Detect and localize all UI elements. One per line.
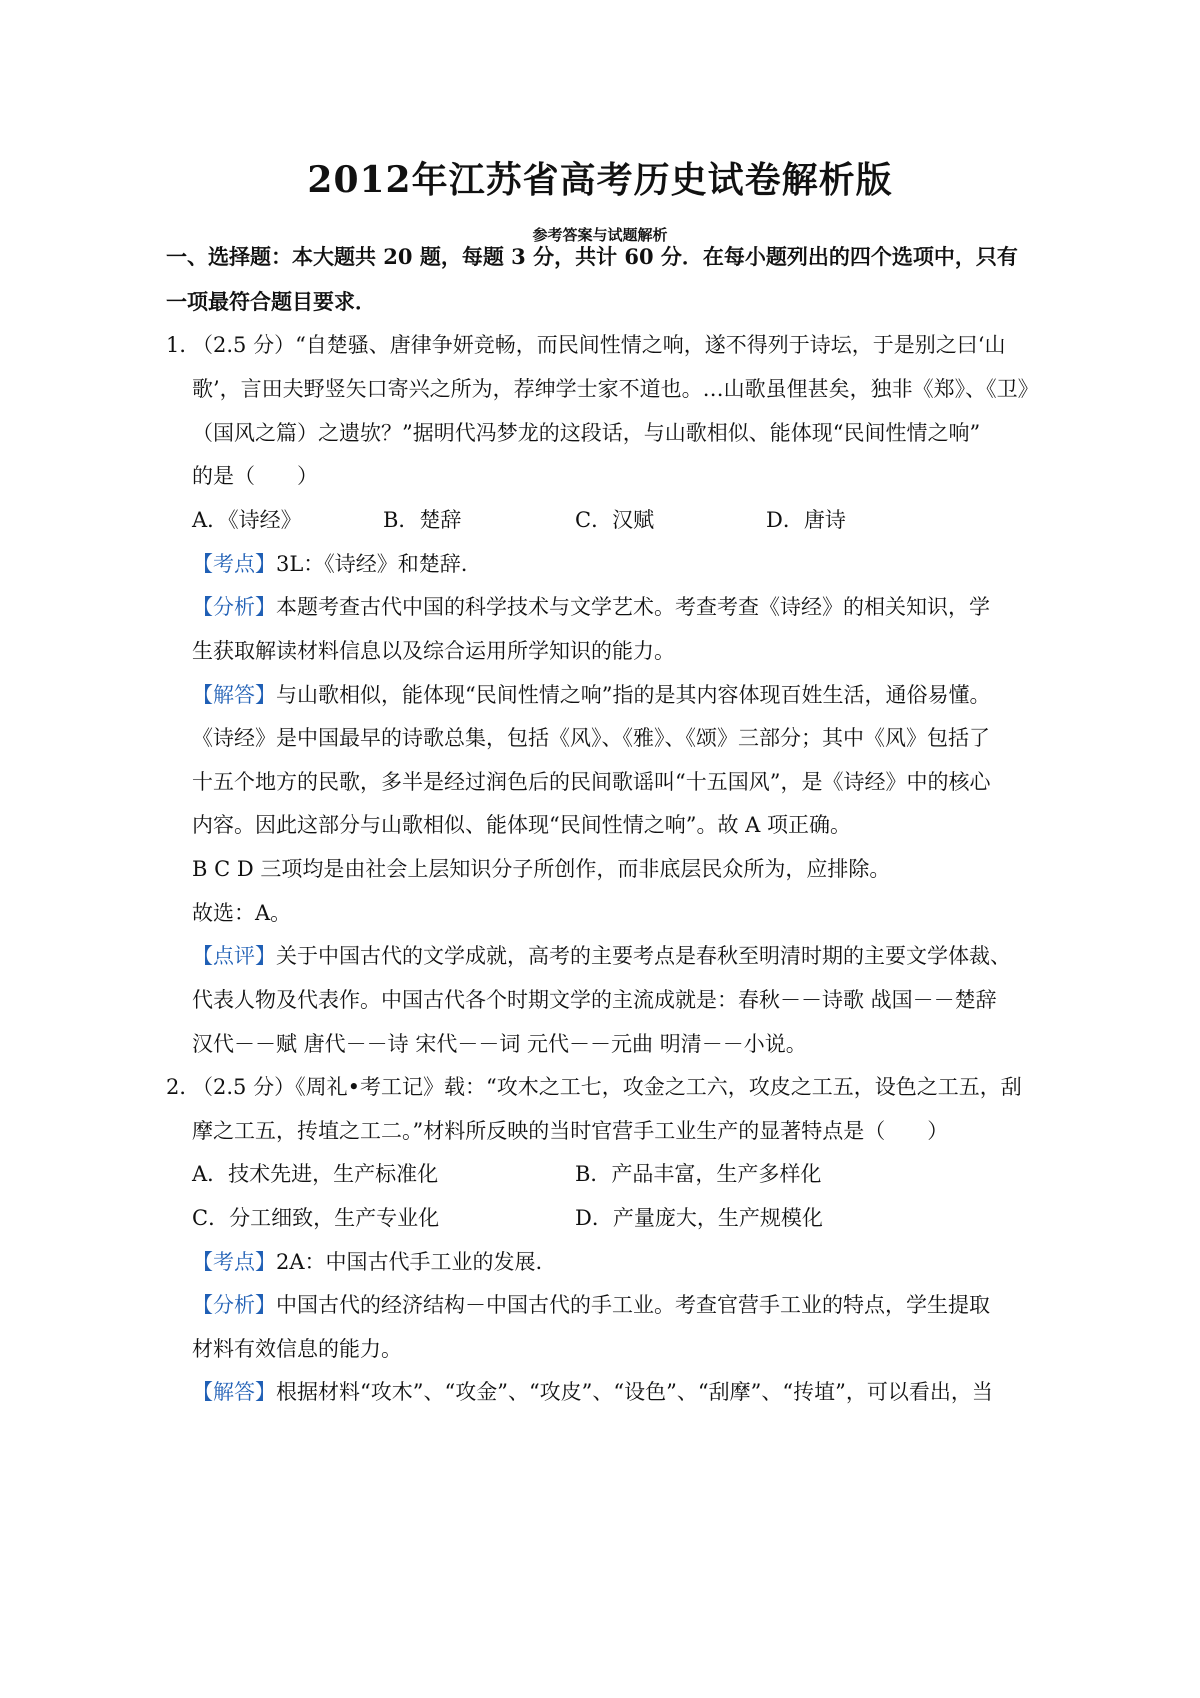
question-2-jieda <box>192 1377 993 1407</box>
question-1-stem-line: 的是（ ） <box>192 464 318 488</box>
question-2-option-c: C．分工细致，生产专业化 <box>192 1206 440 1230</box>
question-2-stem-line: 摩之工五，抟埴之工二。”材料所反映的当时官营手工业生产的显著特点是（ ） <box>192 1119 949 1143</box>
jieda-text: 根据材料“攻木”、“攻金”、“攻皮”、“设色”、“刮摩”、“抟埴”，可以看出，当 <box>276 1380 993 1404</box>
question-2-number: 2． <box>166 1075 201 1099</box>
kaodian-tag: 【考点】 <box>192 1250 276 1274</box>
dianping-text: 关于中国古代的文学成就，高考的主要考点是春秋至明清时期的主要文学体裁、 <box>276 944 1011 968</box>
kaodian-tag: 【考点】 <box>192 552 276 576</box>
jieda-tag: 【解答】 <box>192 683 276 707</box>
fenxi-text: 中国古代的经济结构－中国古代的手工业。考查官营手工业的特点，学生提取 <box>276 1293 990 1317</box>
question-2-kaodian <box>192 1247 542 1277</box>
question-1-stem-line: （2.5 分）“自楚骚、唐律争妍竞畅，而民间性情之响，遂不得列于诗坛，于是别之曰‘山 <box>192 333 1006 357</box>
kaodian-text: 2A：中国古代手工业的发展. <box>276 1250 543 1274</box>
question-2-fenxi <box>192 1290 990 1320</box>
page-subtitle: 参考答案与试题解析 <box>532 226 668 244</box>
question-1-jieda-line: 内容。因此这部分与山歌相似、能体现“民间性情之响”。故 A 项正确。 <box>192 813 851 837</box>
jieda-tag: 【解答】 <box>192 1380 276 1404</box>
fenxi-tag: 【分析】 <box>192 595 276 619</box>
question-2-stem-line: （2.5 分）《周礼•考工记》载：“攻木之工七，攻金之工六，攻皮之工五，设色之工五，刮 <box>192 1075 1022 1099</box>
question-1-option-b: B．楚辞 <box>383 508 462 532</box>
question-1-stem-line: （国风之篇）之遗欤？”据明代冯梦龙的这段话，与山歌相似、能体现“民间性情之响” <box>192 421 981 445</box>
question-1-option-c: C．汉赋 <box>575 508 655 532</box>
question-2-option-b: B．产品丰富，生产多样化 <box>575 1162 822 1186</box>
question-1-jieda-line: B C D 三项均是由社会上层知识分子所创作，而非底层民众所为，应排除。 <box>192 857 891 881</box>
section-heading-line-2: 一项最符合题目要求． <box>166 289 376 314</box>
kaodian-text: 3L：《诗经》和楚辞. <box>276 552 468 576</box>
section-heading-line-1: 一、选择题：本大题共 20 题，每题 3 分，共计 60 分．在每小题列出的四个选项中，只有 <box>166 244 1018 269</box>
question-1-dianping-line: 代表人物及代表作。中国古代各个时期文学的主流成就是：春秋－－诗歌 战国－－楚辞 <box>192 988 997 1012</box>
question-1-option-d: D．唐诗 <box>766 508 846 532</box>
question-1-fenxi <box>192 592 990 622</box>
question-1-jieda-line: 十五个地方的民歌，多半是经过润色后的民间歌谣叫“十五国风”，是《诗经》中的核心 <box>192 770 991 794</box>
page-title: 2012年江苏省高考历史试卷解析版 <box>307 159 893 201</box>
fenxi-tag: 【分析】 <box>192 1293 276 1317</box>
question-1-option-a: A．《诗经》 <box>192 508 302 532</box>
question-1-number: 1． <box>166 333 201 357</box>
question-1-fenxi-line: 生获取解读材料信息以及综合运用所学知识的能力。 <box>192 639 675 663</box>
question-2-fenxi-line: 材料有效信息的能力。 <box>192 1337 402 1361</box>
question-1-jieda <box>192 680 990 710</box>
question-1-jieda-line: 《诗经》是中国最早的诗歌总集，包括《风》、《雅》、《颂》三部分；其中《风》包括了 <box>192 726 990 750</box>
question-1-dianping <box>192 941 1011 971</box>
question-1-stem-line: 歌’，言田夫野竖矢口寄兴之所为，荐绅学士家不道也。…山歌虽俚甚矣，独非《郑》、《卫》 <box>192 377 1039 401</box>
question-1-kaodian <box>192 549 467 579</box>
question-1-jieda-line: 故选：A。 <box>192 901 292 925</box>
question-2-option-d: D．产量庞大，生产规模化 <box>575 1206 823 1230</box>
question-1-dianping-line: 汉代－－赋 唐代－－诗 宋代－－词 元代－－元曲 明清－－小说。 <box>192 1032 807 1056</box>
question-2-option-a: A．技术先进，生产标准化 <box>192 1162 439 1186</box>
dianping-tag: 【点评】 <box>192 944 276 968</box>
fenxi-text: 本题考查古代中国的科学技术与文学艺术。考查考查《诗经》的相关知识，学 <box>276 595 990 619</box>
jieda-text: 与山歌相似，能体现“民间性情之响”指的是其内容体现百姓生活，通俗易懂。 <box>276 683 991 707</box>
